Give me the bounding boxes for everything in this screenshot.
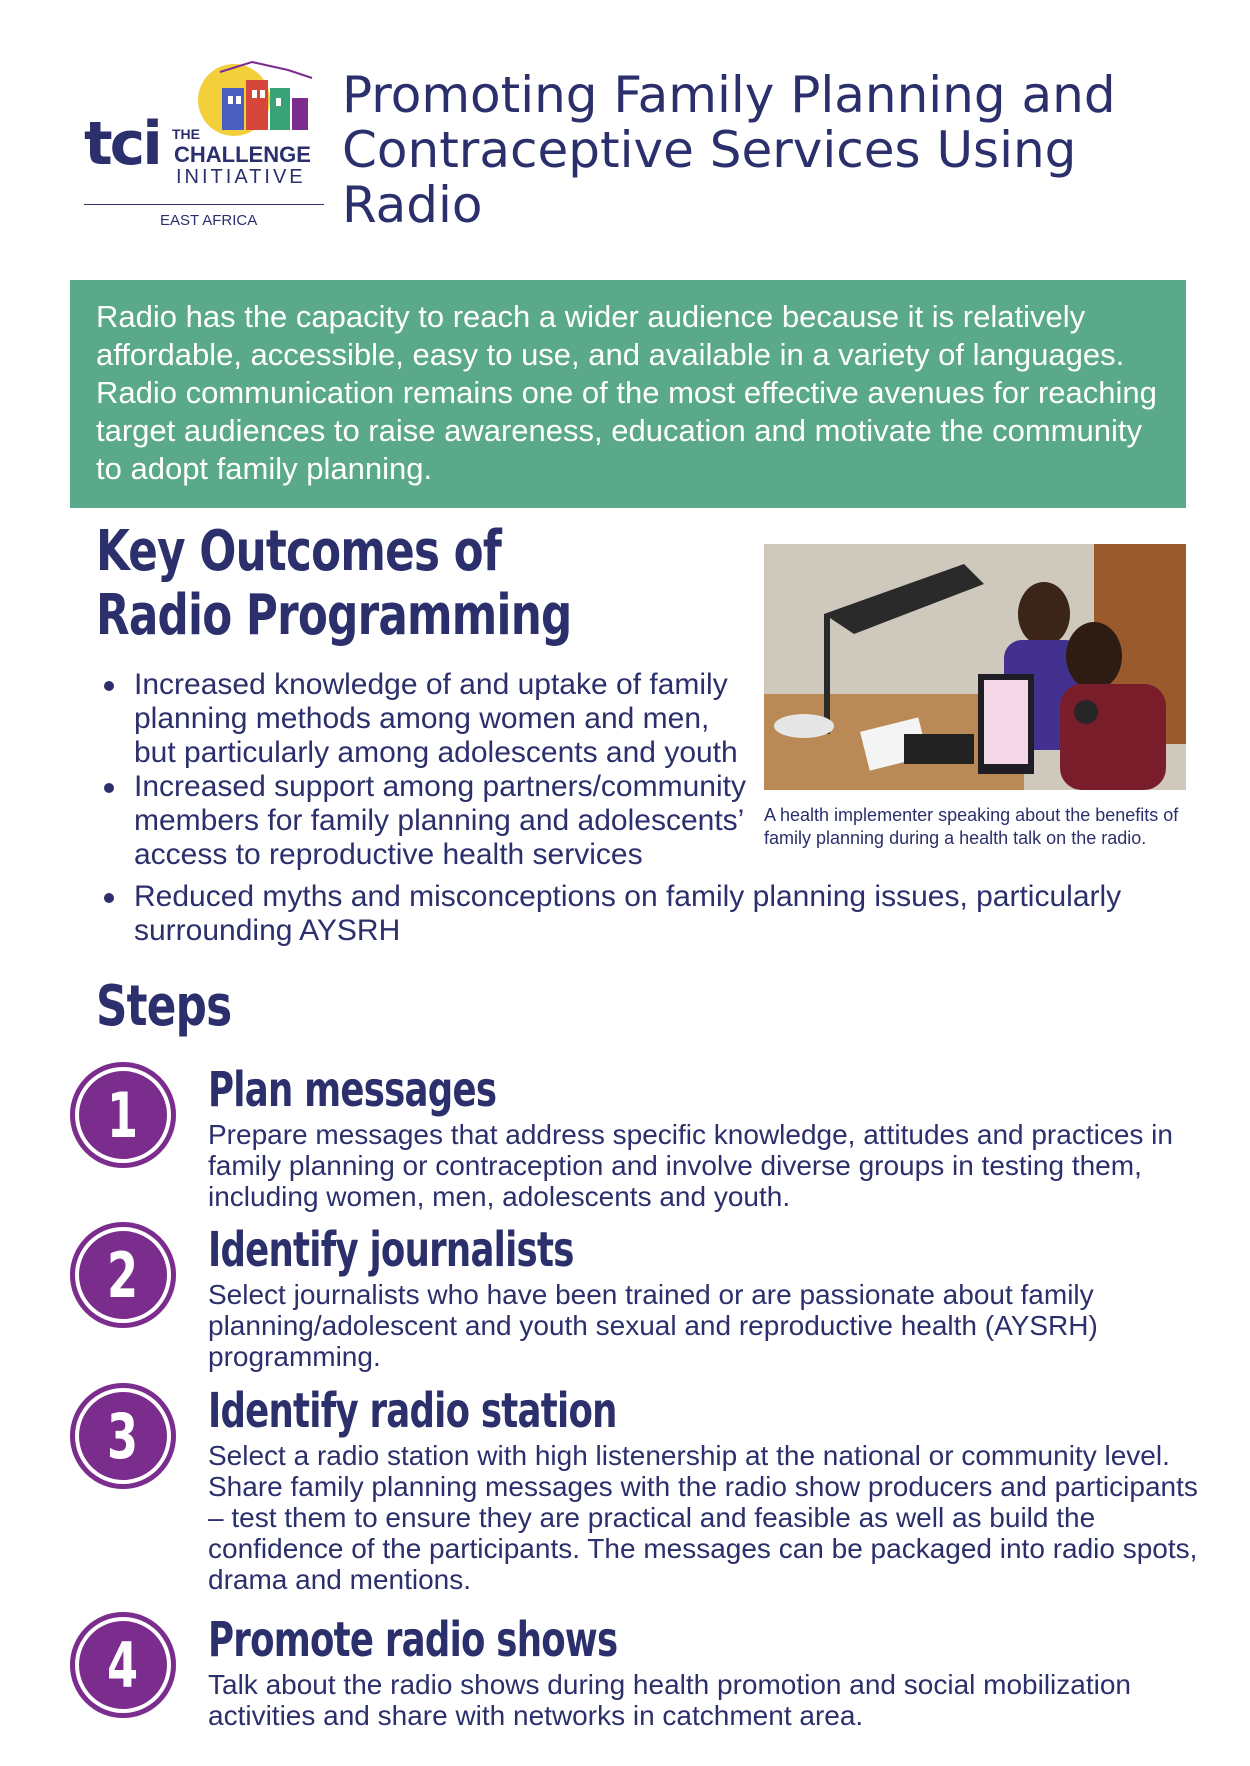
step-title: Identify radio station [208, 1383, 617, 1439]
photo-caption: A health implementer speaking about the benefits of family planning during a health talk on the radio. [764, 805, 1179, 848]
step-description: Select a radio station with high listenership at the national or community level. Share family planning messages with the radio show producers and participants – test them to ensure they are practical and feasible as well as build the confidence of the participants. The messages can be packaged into radio spots, drama and mentions. [208, 1440, 1198, 1595]
step-title: Plan messages [208, 1062, 497, 1118]
outcomes-heading: Key Outcomes of Radio Programming [96, 519, 572, 648]
step-number-badge: 4 [70, 1612, 176, 1718]
logo-divider [84, 204, 324, 205]
logo-region-text: EAST AFRICA [160, 212, 258, 229]
outcomes-list [96, 668, 756, 872]
page-title: Promoting Family Planning and Contraceptive Services Using Radio [342, 66, 1116, 234]
step-number-badge: 3 [70, 1383, 176, 1489]
step-description: Prepare messages that address specific knowledge, attitudes and practices in family planning or contraception and involve diverse groups in testing them, including women, men, adolescents and youth. [208, 1119, 1173, 1212]
radio-studio-photo [764, 544, 1186, 790]
steps-heading: Steps [96, 974, 232, 1039]
step-description: Talk about the radio shows during health promotion and social mobilization activities and share with networks in catchment area. [208, 1669, 1131, 1731]
outcomes-list-continued [96, 880, 1156, 948]
step-title: Identify journalists [208, 1222, 574, 1278]
list-item: Increased knowledge of and uptake of family planning methods among women and men, but particularly among adolescents and youth [96, 668, 756, 770]
logo-initiative-text: INITIATIVE [176, 166, 306, 188]
city-skyline-logo-icon [192, 58, 332, 136]
list-item: Reduced myths and misconceptions on family planning issues, particularly surrounding AYSRH [96, 880, 1156, 948]
step-description: Select journalists who have been trained or are passionate about family planning/adolescent and youth sexual and reproductive health (AYSRH) programming. [208, 1279, 1098, 1372]
step-number-badge: 1 [70, 1062, 176, 1168]
logo-challenge-text: CHALLENGE [174, 142, 311, 167]
step-number-badge: 2 [70, 1222, 176, 1328]
logo-the-text: THE [172, 126, 200, 142]
logo-brand-text: tci [84, 109, 160, 179]
list-item: Increased support among partners/community members for family planning and adolescents’ access to reproductive health services [96, 770, 756, 872]
radio-studio-illustration [764, 544, 1186, 790]
intro-box: Radio has the capacity to reach a wider audience because it is relatively affordable, accessible, easy to use, and available in a variety of languages. Radio communication remains one of the most effective avenues for reaching target audiences to raise awareness, education and motivate the community to adopt family planning. [70, 280, 1186, 508]
challenge-initiative-logo [84, 58, 336, 238]
step-title: Promote radio shows [208, 1612, 618, 1668]
